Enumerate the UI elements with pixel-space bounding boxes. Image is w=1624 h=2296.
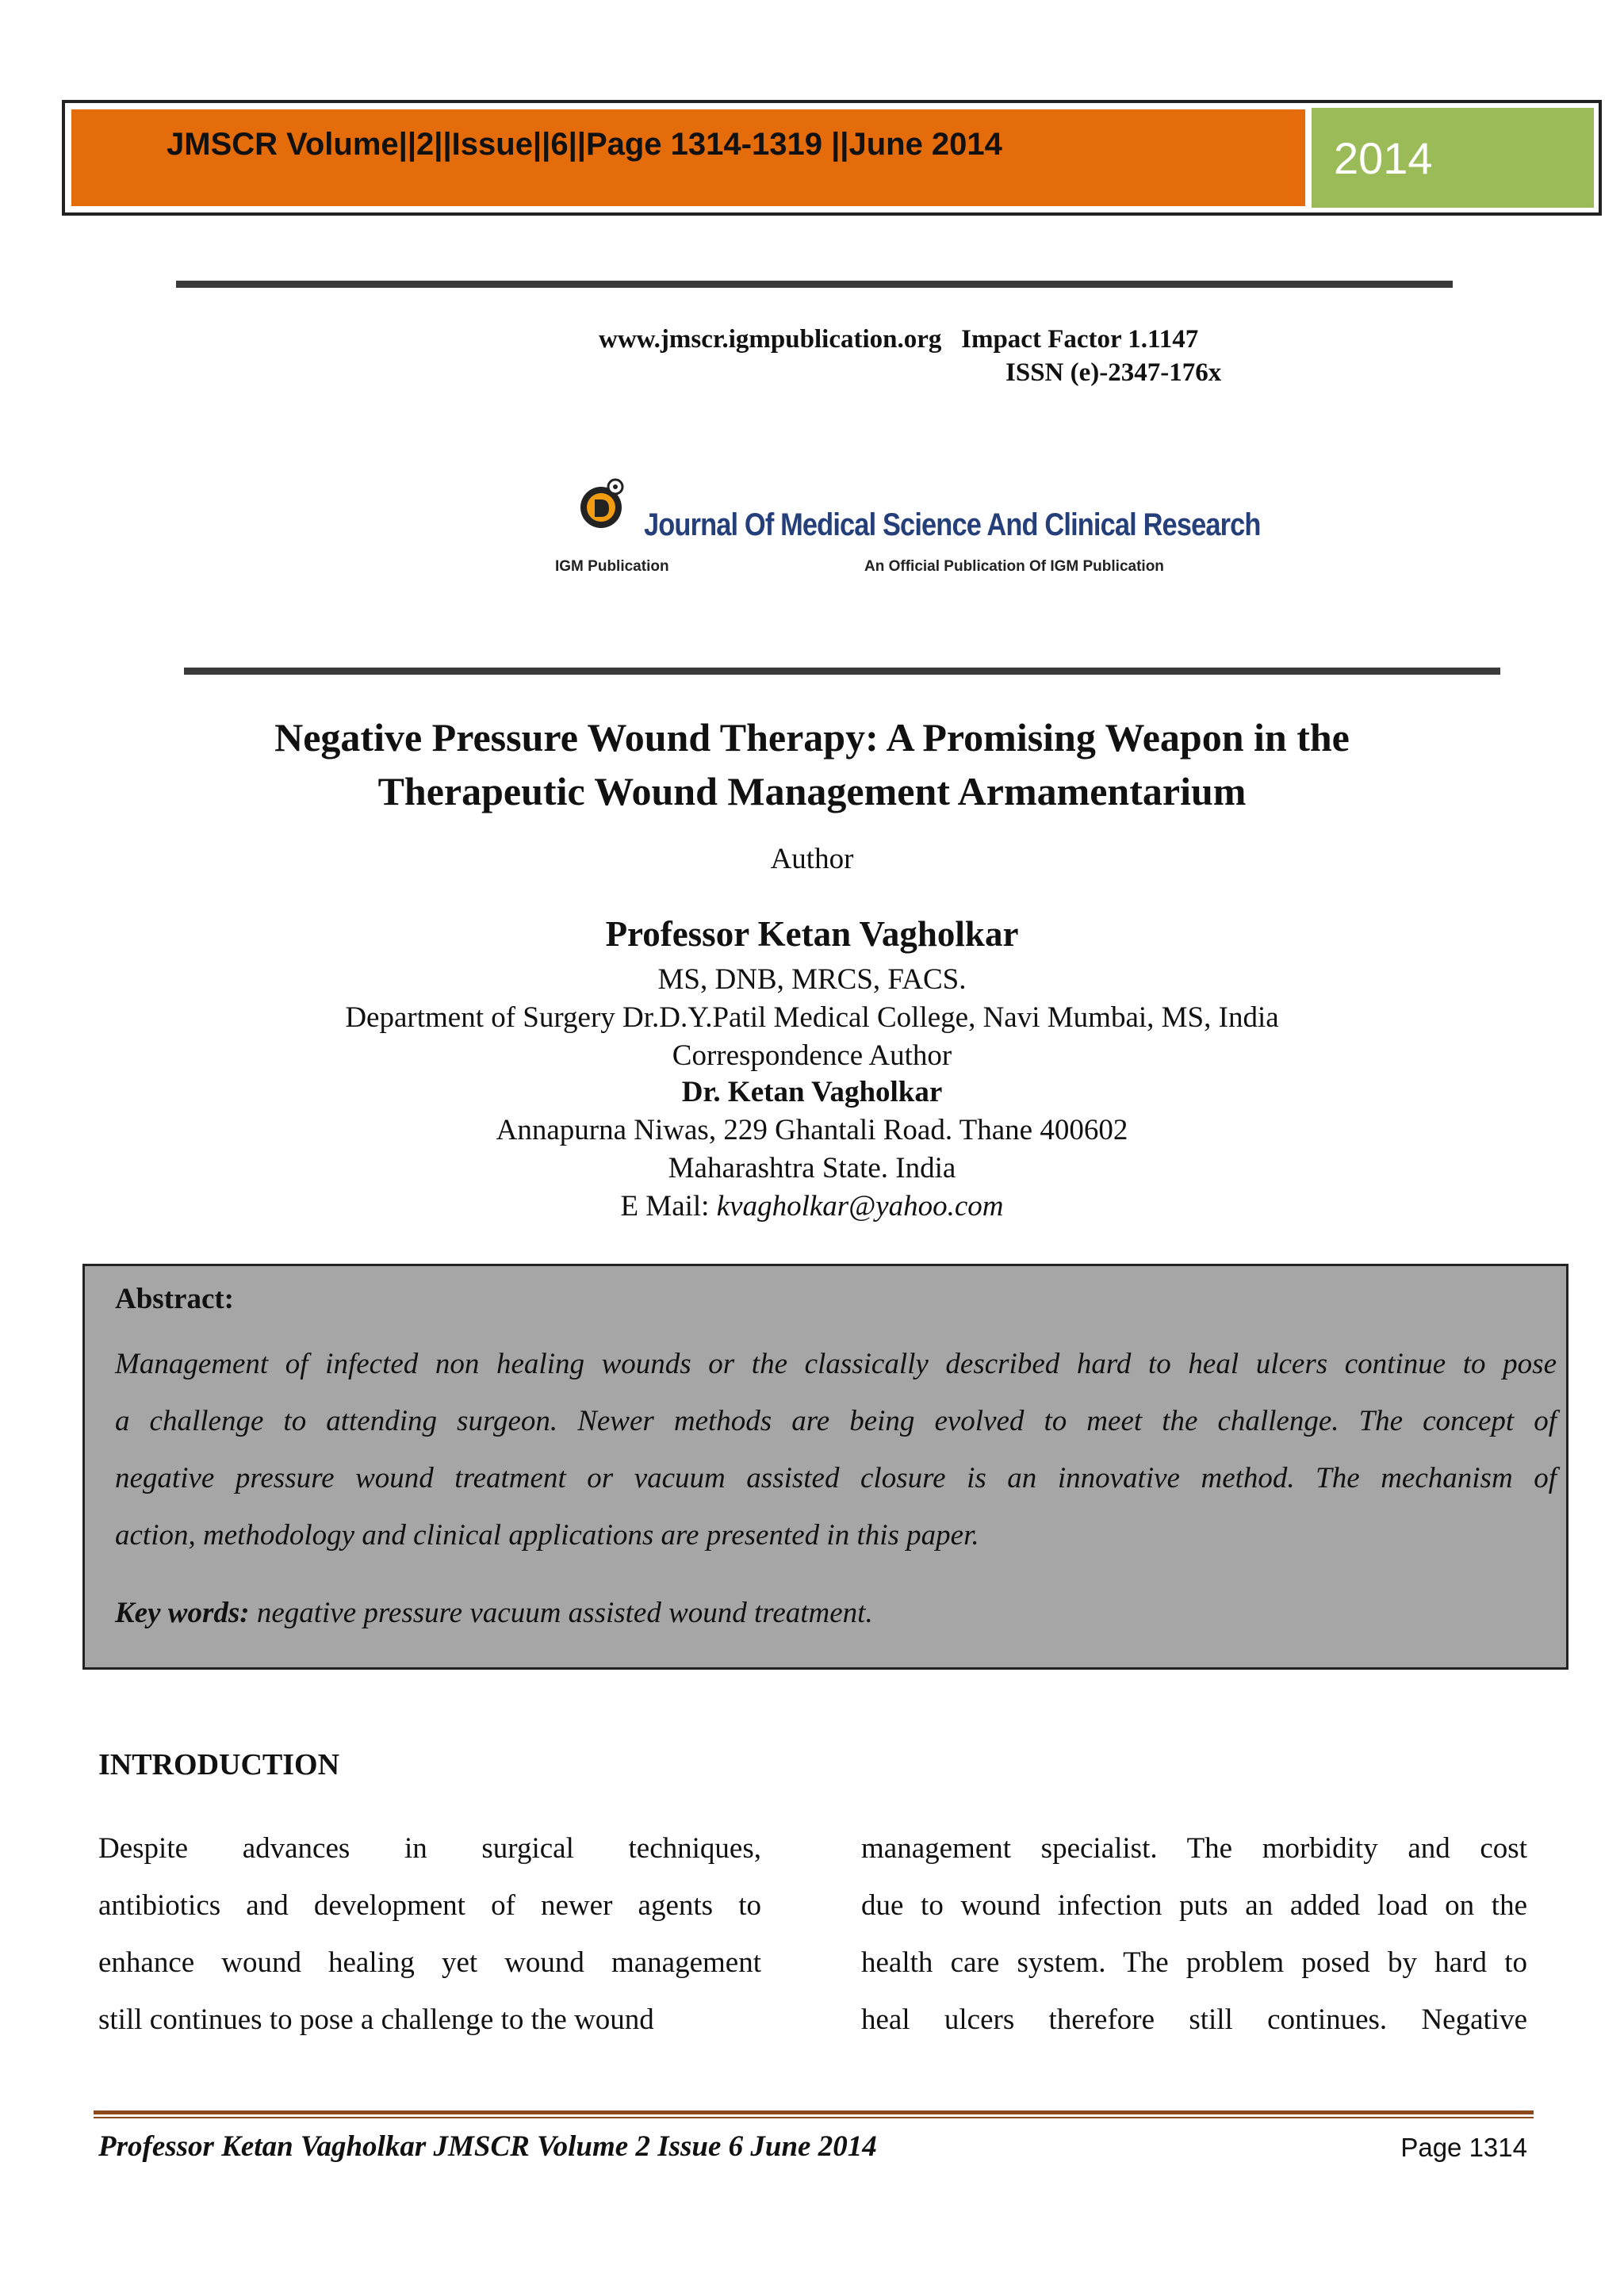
author-name: Professor Ketan Vagholkar [605, 914, 1019, 954]
article-title-line2: Therapeutic Wound Management Armamentarium [377, 769, 1247, 813]
logo-subtitle: An Official Publication Of IGM Publication [864, 558, 1164, 575]
paragraph-line: still continues to pose a challenge to the wound [98, 2003, 654, 2036]
banner-year-panel [1312, 108, 1594, 208]
introduction-left-column [98, 1820, 761, 2049]
author-label: Author [770, 843, 854, 875]
email-link[interactable]: kvagholkar@yahoo.com [716, 1190, 1004, 1223]
header-banner [62, 100, 1602, 216]
banner-volume-text: JMSCR Volume||2||Issue||6||Page 1314-1319 ||June 2014 [167, 127, 1002, 162]
top-rule [176, 281, 1453, 288]
email-label: E Mail: [620, 1190, 717, 1223]
paragraph-line: due to wound infection puts an added load on the [861, 1889, 1527, 1922]
abstract-line: action, methodology and clinical applications are presented in this paper. [115, 1519, 979, 1552]
igm-logo-icon [579, 476, 626, 539]
logo-title: Journal Of Medical Science And Clinical Research [644, 507, 1261, 542]
keywords [115, 1596, 873, 1630]
paragraph-line: antibiotics and development of newer agents to [98, 1889, 761, 1922]
address-line2: Maharashtra State. India [668, 1152, 956, 1184]
abstract-heading: Abstract: [115, 1283, 235, 1315]
abstract-line: a challenge to attending surgeon. Newer methods are being evolved to meet the challenge. The concept of [115, 1405, 1557, 1437]
logo-rule [184, 668, 1500, 675]
footer-page-number: Page 1314 [1400, 2133, 1527, 2162]
paragraph-line: enhance wound healing yet wound management [98, 1946, 761, 1979]
paragraph-line: management specialist. The morbidity and cost [861, 1832, 1527, 1865]
abstract-box [82, 1264, 1568, 1670]
journal-website: www.jmscr.igmpublication.org [599, 325, 942, 354]
paragraph-line: Despite advances in surgical techniques, [98, 1832, 761, 1865]
abstract-line: negative pressure wound treatment or vacuum assisted closure is an innovative method. The mechanism of [115, 1462, 1557, 1494]
keywords-text: negative pressure vacuum assisted wound treatment. [249, 1597, 873, 1629]
correspondence-name-text: Dr. Ketan Vagholkar [681, 1076, 943, 1108]
introduction-heading: INTRODUCTION [98, 1748, 340, 1781]
footer-rule [94, 2110, 1534, 2114]
author-department: Department of Surgery Dr.D.Y.Patil Medical College, Navi Mumbai, MS, India [345, 1001, 1279, 1034]
author-degrees: MS, DNB, MRCS, FACS. [657, 963, 967, 996]
correspondence-name [0, 1073, 1624, 1112]
issn-line: ISSN (e)-2347-176x [1005, 358, 1222, 387]
keywords-label: Key words: [115, 1597, 250, 1629]
impact-factor: Impact Factor 1.1147 [961, 325, 1199, 354]
introduction-right-column [861, 1820, 1527, 2049]
journal-logo [555, 476, 1261, 587]
footer-rule-thin [94, 2117, 1534, 2118]
abstract-line: Management of infected non healing wounds or the classically described hard to heal ulcers continue to pose [115, 1348, 1557, 1380]
logo-publisher: IGM Publication [555, 558, 669, 575]
correspondence-label: Correspondence Author [672, 1039, 952, 1072]
address-line1: Annapurna Niwas, 229 Ghantali Road. Thane 400602 [496, 1114, 1128, 1146]
banner-year-text: 2014 [1334, 132, 1433, 183]
journal-website-line [599, 325, 1198, 354]
footer-citation: Professor Ketan Vagholkar JMSCR Volume 2 Issue 6 June 2014 [98, 2130, 877, 2163]
paragraph-line: heal ulcers therefore still continues. Negative [861, 2003, 1527, 2036]
email-line [0, 1188, 1624, 1226]
paragraph-line: health care system. The problem posed by hard to [861, 1946, 1527, 1979]
abstract-text [115, 1336, 1557, 1564]
banner-volume-panel [70, 108, 1307, 208]
article-title-line1: Negative Pressure Wound Therapy: A Promising Weapon in the [274, 715, 1350, 760]
